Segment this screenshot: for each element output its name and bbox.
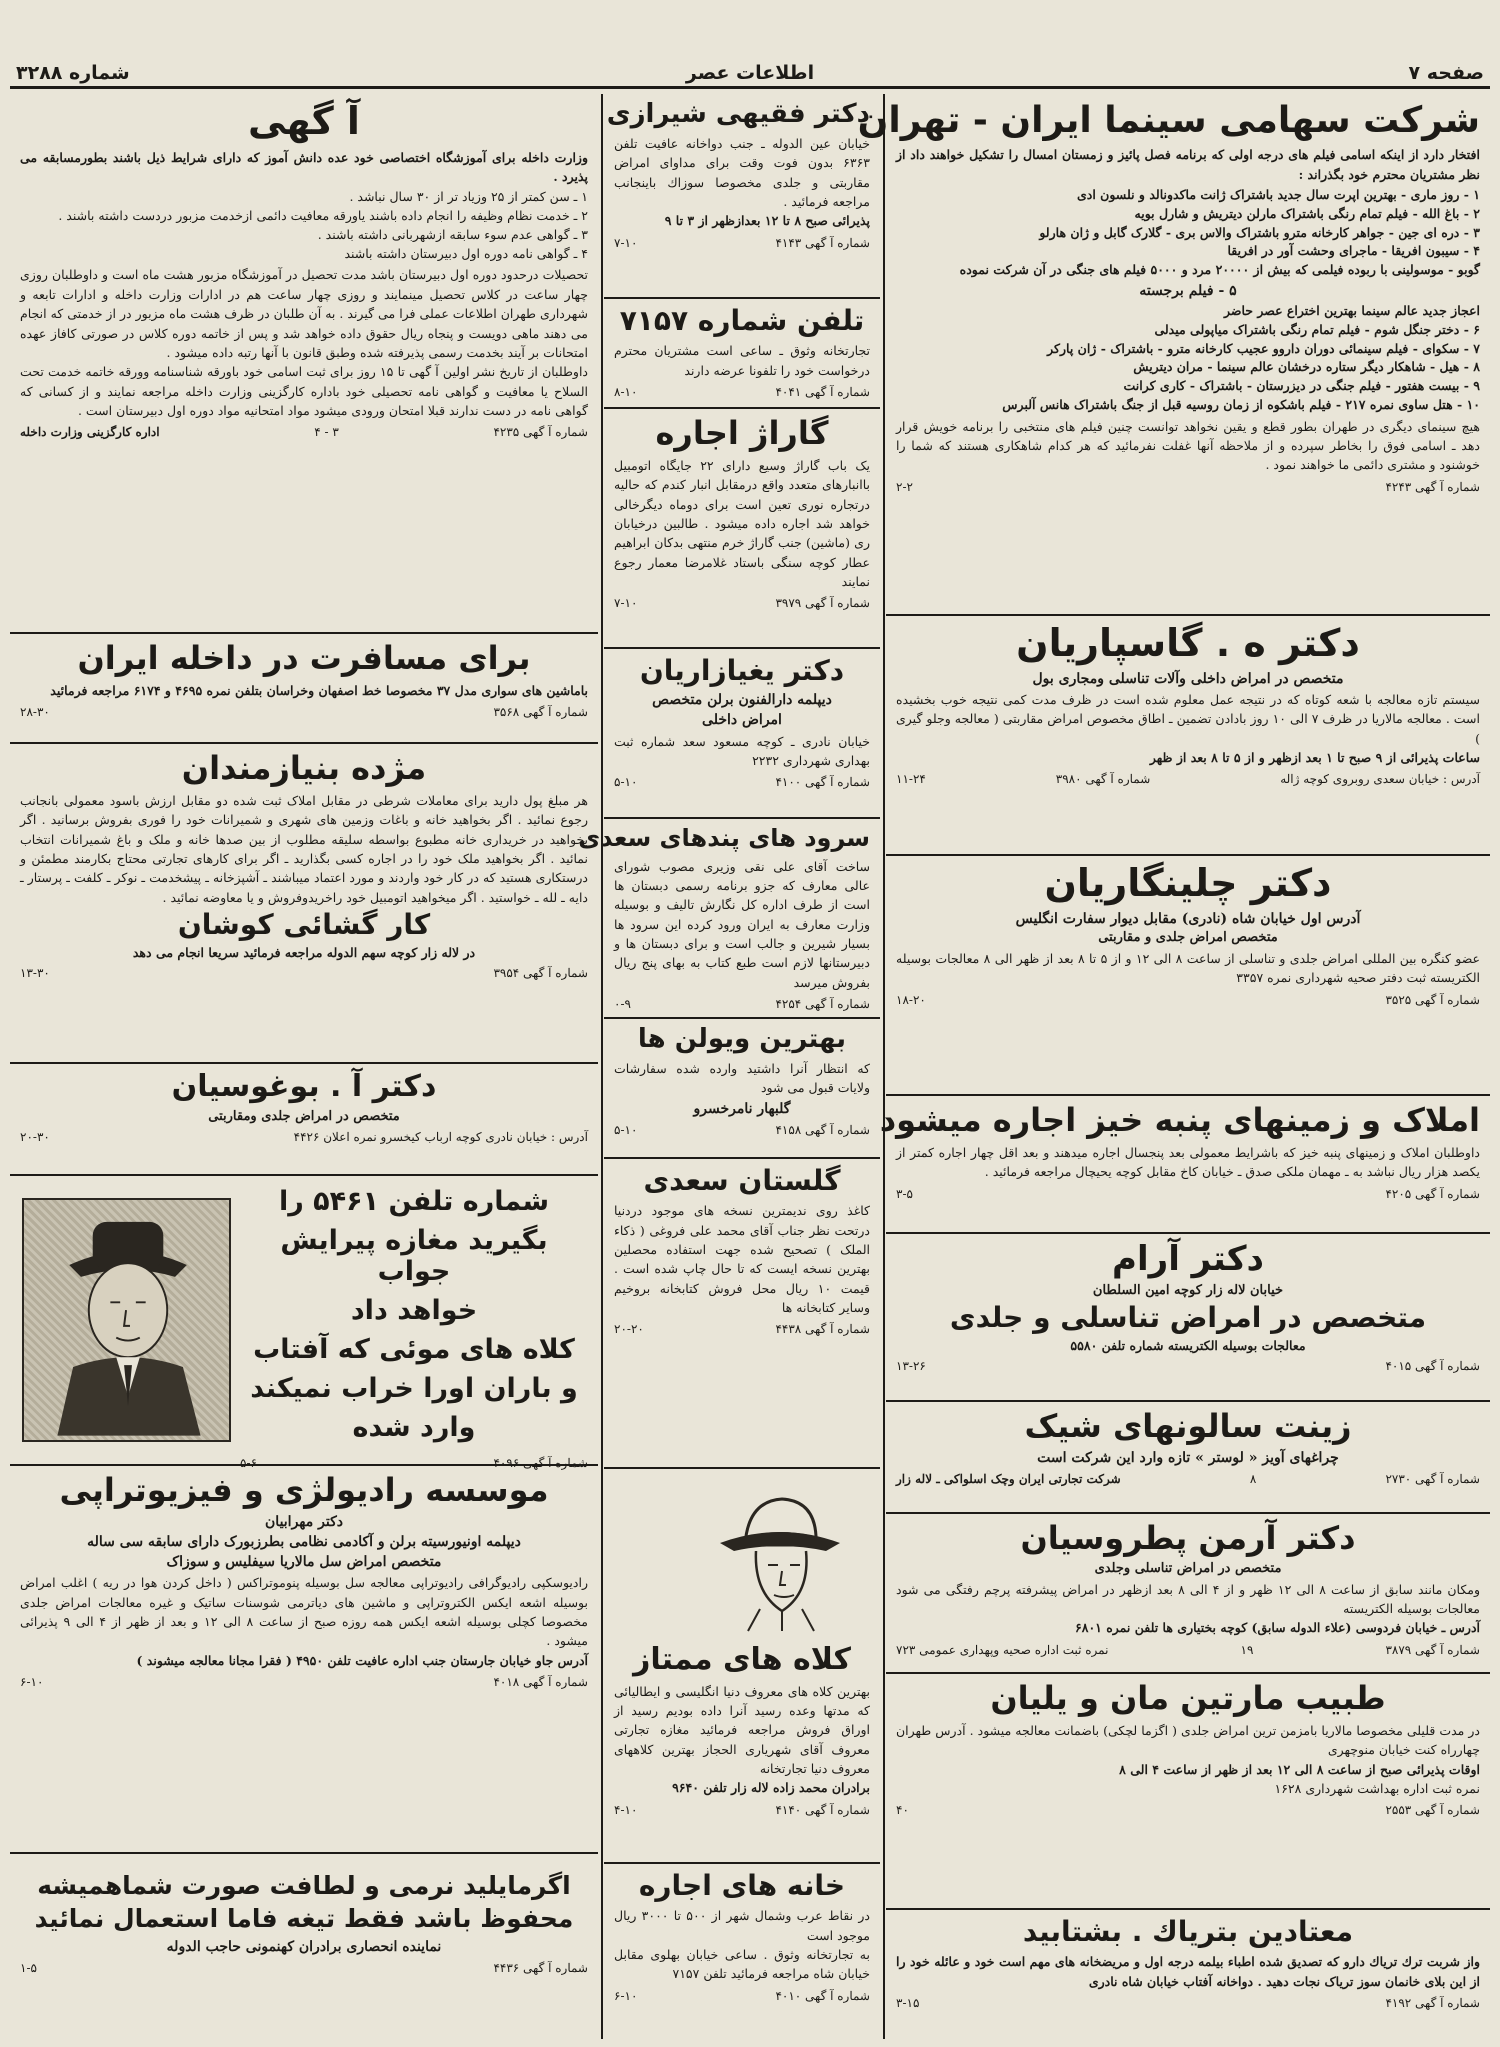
garage-ad: [604, 409, 880, 649]
salon-company: شرکت تجارتی ایران وچک اسلواکی ـ لاله زار: [896, 1471, 1121, 1486]
houses-text2: به تجارتخانه وثوق . ساعی خیابان بهلوی مقابل خیابان شاه مراجعه فرمائید تلفن ۷۱۵۷: [614, 1946, 870, 1982]
ad-footer: [896, 1358, 1480, 1375]
ad-code: ۱۳-۲۶: [896, 1359, 926, 1374]
issue-number: شماره ۳۲۸۸: [16, 62, 130, 84]
petrosian-ad: [886, 1514, 1490, 1674]
chelingarian-specialty: متخصص امراض جلدی و مقاربتی: [1098, 929, 1278, 945]
ad-number: شماره آ گهی ۴۱۴۳: [775, 235, 870, 250]
list-item: ۷ - سکوای - فیلم سینمائی دوران داروو عجیب کارخانه مترو - باشتراک - ژان پارکر: [1047, 340, 1480, 356]
radiology-doctor: دکتر مهرابیان: [265, 1513, 343, 1530]
ad-number: شماره آ گهی ۴۰۱۵: [1385, 1359, 1480, 1374]
ad-number: شماره آ گهی ۴۱۰۰: [775, 775, 870, 790]
ad-footer: [896, 992, 1480, 1009]
ad-number: شماره آ گهی ۴۱۵۸: [775, 1122, 870, 1137]
ad-footer: [614, 1988, 870, 2005]
hats-address: برادران محمد زاده لاله زار تلفن ۹۶۴۰: [672, 1780, 870, 1796]
radiology-address: آدرس جاو خیابان جارستان جنب اداره عافیت تلفن ۴۹۵۰ ( فقرا مجانا معالجه میشوند ): [136, 1652, 588, 1668]
ad-number: شماره آ گهی ۳۹۷۹: [775, 596, 870, 611]
ad-number: شماره آ گهی ۲۷۳۰: [1385, 1471, 1480, 1486]
violins-title: بهترین ویولن ها: [637, 1024, 847, 1054]
faghihi-ad: [604, 94, 880, 299]
aram-ad: [886, 1234, 1490, 1402]
salon-title: زینت سالونهای شیک: [1024, 1407, 1352, 1445]
ad-number: شماره آ گهی ۳۹۸۰: [1055, 772, 1151, 787]
ad-code: ۷-۱۰: [614, 235, 638, 250]
yeghiazarian-sub1: دیپلمه دارالفنون برلن متخصص: [652, 692, 832, 709]
martin-registration: نمره ثبت اداره بهداشت شهرداری ۱۶۲۸: [1274, 1780, 1480, 1796]
songs-title: سرود های پندهای سعدی: [578, 824, 870, 852]
left-column: [10, 94, 598, 2039]
ad-footer: [20, 1674, 588, 1691]
good-news-address: در لاله زار کوچه سهم الدوله مراجعه فرمائید سریعا انجام می دهد: [132, 945, 476, 961]
good-news-ad: [10, 744, 598, 1064]
barber-ad: [10, 1176, 598, 1470]
barber-line4: کلاه های موئی که آفتاب: [253, 1334, 575, 1365]
notice-text1: وزارت داخله برای آموزشگاه اختصاصی خود عده دانش آموز که دارای شرایط ذیل باشند بطورمسابقه می پذیرد .: [20, 149, 588, 185]
travel-ad: [10, 634, 598, 744]
gasparian-address: آدرس : خیابان سعدی روبروی کوچه ژاله: [1280, 772, 1480, 787]
barber-line2: بگیرید مغازه پیرایش جواب: [280, 1225, 548, 1287]
hats-text: بهترین کلاه های معروف دنیا انگلیسی و ایطالیائی که مدتها وعده رسید آنرا داده بودیم رسید از اوراق فروش مراجعه فرمائید مغازه تجارتی معروف آقای شهریاری الحجاز بهترین کلاههای معروف دنیا تجارتخانه: [614, 1683, 870, 1776]
ad-footer: [896, 1802, 1480, 1819]
salon-text: چراغهای آویز « لوستر » تازه وارد این شرکت است: [1037, 1449, 1339, 1466]
razor-ad: [10, 1854, 598, 2039]
aram-specialty: متخصص در امراض تناسلی و جلدی: [949, 1300, 1427, 1334]
ad-footer: [896, 1642, 1480, 1659]
list-item: اعجاز جدید عالم سینما بهترین اختراع عصر حاضر: [1223, 303, 1480, 319]
phone-title: تلفن شماره ۷۱۵۷: [619, 304, 865, 337]
travel-title: برای مسافرت در داخله ایران: [77, 639, 531, 677]
radiology-sub2: متخصص امراض سل مالاریا سیفلیس و سوزاک: [166, 1554, 442, 1571]
man-in-hat-icon: [28, 1200, 229, 1436]
ad-code: ۳-۵: [896, 1186, 913, 1201]
ad-code: ۱۹: [1240, 1642, 1254, 1657]
list-item: ۳ ـ گواهی عدم سوء سابقه ازشهربانی داشته باشند .: [317, 226, 588, 242]
razor-agent: نماینده انحصاری برادران کهنمونی حاجب الدوله: [166, 1938, 442, 1955]
ad-footer: [614, 1321, 870, 1338]
ad-code: ۵-۱۰: [614, 1122, 638, 1137]
aram-text: معالجات بوسیله الکتریسته شماره تلفن ۵۵۸۰: [1070, 1338, 1306, 1354]
ad-number: شماره آ گهی ۴۴۳۶: [493, 1960, 588, 1975]
cinema-intro: افتخار دارد از اینکه اسامی فیلم های درجه اولی که برنامه فصل پائیز و زمستان امسال را تشکیل خواهند داد از نظر مشتریان محترم خود بگذراند :: [896, 147, 1480, 182]
list-item: ۴ - سیبون افریقا - ماجرای وحشت آور در افریقا: [1227, 243, 1480, 259]
houses-title: خانه های اجاره: [638, 1869, 846, 1902]
notice-office: اداره کارگزینی وزارت داخله: [20, 425, 160, 440]
ad-code: ۶-۱۰: [614, 1988, 638, 2003]
ad-code: ۴-۱۰: [614, 1802, 638, 1817]
aram-title: دکتر آرام: [1112, 1239, 1264, 1279]
boghosian-ad: [10, 1064, 598, 1176]
phone-ad: [604, 299, 880, 409]
chelingarian-ad: [886, 856, 1490, 1096]
ad-footer: [614, 384, 870, 401]
masthead: [10, 58, 1490, 89]
yeghiazarian-text: خیابان نادری ـ کوچه مسعود سعد شماره ثبت بهداری شهرداری ۲۲۳۲: [614, 733, 870, 768]
martin-text: در مدت قلیلی مخصوصا مالاریا بامزمن ترین امراض جلدی ( اگزما لچکی) باضمانت معالجه میشود . آدرس طهران چهارراه کنت خیابان منوچهری: [896, 1722, 1480, 1758]
cotton-title: املاک و زمینهای پنبه خیز اجاره میشود: [879, 1101, 1480, 1139]
petrosian-address: آدرس ـ خیابان فردوسی (علاء الدوله سابق) کوچه بختیاری ها تلفن نمره ۶۸۰۱: [1075, 1620, 1480, 1636]
chelingarian-address: آدرس اول خیابان شاه (نادری) مقابل دیوار سفارت انگلیس: [1015, 910, 1361, 927]
ad-footer: [614, 235, 870, 252]
ad-number: شماره آ گهی ۴۱۹۲: [1385, 1995, 1480, 2010]
chelingarian-text: عضو کنگره بین المللی امراض جلدی و تناسلی از ساعت ۸ الی ۱۲ و از ۵ تا ۸ بعد از ظهر الی ۸ معالجات بوسیله الکتریسته ثبت دفتر صحیه شهرداری نمره ۳۳۵۷: [896, 950, 1480, 986]
radiology-ad: [10, 1466, 598, 1854]
martin-title: طبیب مارتین مان و یلیان: [990, 1679, 1386, 1717]
good-news-office: کار گشائی کوشان: [177, 908, 431, 942]
ad-number: شماره آ گهی ۳۵۲۵: [1385, 992, 1480, 1007]
notice-text3: داوطلبان از تاریخ نشر اولین آ گهی تا ۱۵ روز برای ثبت اسامی خود باورقه شناسنامه وورقه خاتمه خدمت تحت السلاح یا معافیت و گواهی نامه تحصیلی خود باداره کارگزینی وزارت داخله مراجعه نمایند و از کسانی که گواهی نامه در دست ندارند قبلا امتحان ورودی میشود مواد امتحانیه مواد دوره اول دبیرستان است .: [20, 364, 588, 419]
ad-code: ۸: [1249, 1471, 1257, 1486]
barber-line3: خواهد داد: [350, 1295, 478, 1326]
ad-footer: [896, 479, 1480, 496]
barber-line5: و باران اورا خراب نمیکند: [250, 1373, 578, 1404]
ad-code: ۵-۶: [240, 1456, 257, 1470]
gasparian-hours: ساعات پذیرائی از ۹ صبح تا ۱ بعد ازظهر و از ۵ تا ۸ بعد از ظهر: [1149, 750, 1480, 765]
ad-footer: [614, 774, 870, 791]
ad-footer: [20, 1129, 588, 1146]
faghihi-text: خیابان عین الدوله ـ جنب دواخانه عافیت تلفن ۶۳۶۳ بدون فوت وقت برای مداوای امراض مقاربتی و جلدی مخصوصا سوزاك باینجانب مراجعه فرمائید .: [614, 135, 870, 210]
ad-footer: [896, 771, 1480, 788]
cinema-subheading: ۵ - فیلم برجسته: [1139, 282, 1237, 299]
violins-shop: گلبهار نامرخسرو: [693, 1100, 791, 1117]
ad-number: شماره آ گهی ۴۱۴۰: [775, 1802, 870, 1817]
phone-text: تجارتخانه وثوق ـ ساعی است مشتریان محترم درخواست خود را تلفونا عرضه دارند: [614, 343, 870, 378]
list-item: ۲ - باغ الله - فیلم تمام رنگی باشتراک مارلن دیتریش و شارل بویه: [1134, 205, 1480, 221]
list-item: گوبو - موسولینی با ربوده فیلمی که بیش از ۲۰۰۰۰ مرد و ۵۰۰۰ فیلم های جنگی در آن شرکت نموده: [959, 262, 1480, 278]
ad-code: ۳ - ۴: [314, 425, 339, 440]
houses-ad: [604, 1864, 880, 2039]
golestan-text: کاغذ روی ندیمترین نسخه های موجود دردنیا درتحت نظر جناب آقای محمد علی فروغی ( ذکاء الملک ) تصحیح شده جهت استفاده محصلین بهترین نسخه ایست که تا حال چاپ شده است . قیمت ۱۰ ریال محل فروش کتابخانه بروخیم وسایر کتابخانه ها: [614, 1203, 870, 1316]
ad-footer: [896, 1186, 1480, 1203]
ad-code: ۷-۱۰: [614, 596, 638, 611]
man-portrait-image: [22, 1198, 231, 1442]
cotton-text: داوطلبان املاک و زمینهای پنبه خیز که باشرایط معمولی بعد پنجسال اجاره میدهند و بعد اقل چهار اجاره کمتر از یکصد هزار ریال نباشد به ـ مهمان ملکی صدق ـ خیابان کاخ مقابل کوچه یحیچال مراجعه فرمائید .: [896, 1144, 1480, 1180]
good-news-text: هر مبلغ پول دارید برای معاملات شرطی در مقابل املاک ثبت شده دو مقابل ارزش باسود معمولی بانجانب رجوع نمائید . اگر بخواهید خانه و باغات وزمین های شهری و شمیرانات خود را فوری بفروش برسانید . اگر بخواهید در خریداری خانه مطبوع بواسطه سلیقه مطلوب از بین صدها خانه و ملک و باغ شمیرانات انتخاب نمائید . اگر بخواهید ملک خود را در اجاره کسی بگذارید ـ اگر برای کارهای تجارتی محتاج بکارمند مطمئن و درستکاری هستید که در کار خود واردند و مورد اعتماد میباشند ـ آشپزخانه ـ پیشخدمت ـ نوکر ـ کلفت ـ پرستار ـ دایه ـ لله ـ خواستید . اگر میخواهید اتومبیل خود راخریدوفروش و یا معاوضه نمائید .: [20, 792, 588, 905]
cinema-film-list: [896, 186, 1480, 280]
hats-title: کلاه های ممتاز: [633, 1642, 851, 1677]
interior-ministry-notice: [10, 94, 598, 634]
barber-line6: وارد شده: [352, 1412, 476, 1443]
garage-title: گاراژ اجاره: [655, 414, 829, 452]
ad-number: شماره آ گهی ۴۴۳۸: [775, 1322, 870, 1337]
ad-number: شماره آ گهی ۴۰۱۸: [493, 1675, 588, 1690]
ad-code: ۴۰: [896, 1803, 909, 1818]
ad-footer: [20, 965, 588, 982]
ad-code: ۱۳-۳۰: [20, 966, 50, 981]
ad-code: ۵-۱۰: [614, 775, 638, 790]
list-item: ۱۰ - هتل ساوی نمره ۲۱۷ - فیلم باشکوه از زمان روسیه قبل از جنگ باشتراک هانس آلبرس: [1002, 396, 1480, 412]
yeghiazarian-title: دکتر یغیازاریان: [639, 654, 845, 687]
faghihi-hours: پذیرائی صبح ۸ تا ۱۲ بعدازظهر از ۳ تا ۹: [664, 213, 870, 229]
ad-number: شماره آ گهی ۴۲۴۳: [1385, 479, 1480, 494]
petrosian-registration: نمره ثبت اداره صحیه وپهداری عمومی ۷۲۳: [896, 1642, 1109, 1657]
ad-number: شماره آ گهی ۴۲۵۴: [775, 997, 870, 1012]
ad-number: شماره آ گهی ۲۵۵۳: [1385, 1803, 1480, 1818]
travel-text: باماشین های سواری مدل ۳۷ مخصوصا خط اصفهان وخراسان بتلفن نمره ۴۶۹۵ و ۶۱۷۴ مراجعه فرمائید: [50, 682, 588, 698]
page-number: صفحه ۷: [1408, 62, 1484, 84]
violins-ad: [604, 1019, 880, 1159]
ad-footer: [614, 595, 870, 612]
salon-ad: [886, 1402, 1490, 1514]
ad-footer: [20, 704, 588, 721]
songs-text: ساخت آقای علی نقی وزیری مصوب شورای عالی معارف که جزو برنامه رسمی دبستان ها است از طرف اداره کل نگارش تالیف و بوسیله وزارت معارف به ایران ورود کرده این سرود ها بسیار شیرین و جالب است و برای دبستان ها و دبیرستانها لازم است طبع کتاب به بهای پنج ریال بفروش میرسد: [614, 858, 870, 990]
opium-ad: [886, 1910, 1490, 2039]
list-item: ۴ ـ گواهی نامه دوره اول دبیرستان داشته باشند: [344, 245, 588, 261]
martin-hours: اوقات پذیرائی صبح از ساعت ۸ الی ۱۲ بعد از ظهر از ساعت ۴ الی ۸: [1119, 1761, 1480, 1777]
houses-text: در نقاط عرب وشمال شهر از ۵۰۰ تا ۳۰۰۰ ریال موجود است: [614, 1908, 870, 1943]
ad-footer: [20, 424, 588, 441]
list-item: ۱ - روز ماری - بهترین اپرت سال جدید باشتراک ژانت ماکدونالد و نلسون ادی: [1077, 187, 1480, 203]
gasparian-ad: [886, 616, 1490, 856]
ad-code: ۲۰-۳۰: [20, 1130, 50, 1145]
songs-ad: [578, 819, 880, 1019]
martin-ad: [886, 1674, 1490, 1910]
ad-number: شماره آ گهی ۴۰۱۰: [775, 1988, 870, 2003]
gasparian-specialty: متخصص در امراض داخلی وآلات تناسلی ومجاری بول: [1032, 670, 1344, 687]
notice-conditions: [20, 188, 588, 263]
petrosian-title: دکتر آرمن پطروسیان: [1020, 1519, 1356, 1557]
chelingarian-title: دکتر چلینگاریان: [1044, 861, 1332, 905]
ad-code: ۳-۱۵: [896, 1995, 920, 2010]
opium-text: واز شربت ترك تریاك دارو که تصدیق شده اطباء بیلمه درجه اول و مریضخانه های مهم است خود و عائله خود را از این بلای خانمان سوز تریاک نجات دهید . دواخانه آفتاب خیابان شاه نادری: [896, 1954, 1480, 1989]
cinema-outro: هیچ سینمای دیگری در طهران بطور قطع و یقین نخواهد توانست چنین فیلم های منتخبی را برنامه خویش قرار دهد ـ اسامی فوق را بخاطر سپرده و از ملاحظه آنها غفلت نفرمائید که هر کدام شاهکاری هستند که شما را خوشنود و مشتری دائمی ما خواهند نمود .: [896, 418, 1480, 473]
column-divider: [601, 94, 603, 2039]
ad-number: شماره آ گهی ۴۰۹۶: [493, 1456, 588, 1470]
razor-line1: اگرمایلید نرمی و لطافت صورت شماهمیشه: [37, 1871, 571, 1900]
ad-number: شماره آ گهی ۳۵۶۸: [493, 705, 588, 720]
middle-column: [578, 94, 880, 2039]
ad-footer: [614, 1122, 870, 1139]
ad-code: ۲-۲: [896, 479, 913, 494]
ad-footer: [896, 1471, 1480, 1488]
notice-text2: تحصیلات درحدود دوره اول دبیرستان باشد مدت تحصیل در آموزشگاه مزبور هشت ماه است و داوطلبان روزی چهار ساعت در کلاس تحصیل مینمایند و روزی چهار ساعت هم در ادارات وزارت داخله و ادارات تابعه و شهرداری طهران اطلاعات عملی فرا می گیرند . به آن طلبان در ظرف هشت ماه مزبور در از خدمتی که انجام می دهند ماهی دویست و پنجاه ریال حقوق داده خواهد شد و پس از خاتمه دوره کلاس در صورتی کافاز عهده امتحانات بر آیند بخدمت رسمی پذیرفته شده وطبق قانون با آنها رتبه داده میشود .: [20, 267, 588, 360]
good-news-title: مژده بنیازمندان: [181, 749, 427, 787]
boghosian-specialty: متخصص در امراض جلدی ومقاربتی: [208, 1108, 400, 1124]
ad-footer: [20, 1960, 588, 1977]
cinema-ad: [857, 94, 1490, 616]
petrosian-text: ومکان مانند سابق از ساعت ۸ الی ۱۲ ظهر و از ۴ الی ۸ بعد ازظهر در امراض پیشرفته پرچم رفتگی می شود معالجات بوسیله الکتریسته: [896, 1581, 1481, 1617]
gasparian-text: سیستم تازه معالجه با شعه کوتاه که در نتیجه عمل معلوم شده است در ظرف مدت کمی نتیجه خوب بخشیده است . معالجه مالاریا در ظرف ۷ الی ۱۰ روز بادادن تضمین ـ اطاق مخصوص امراض مقاربتی ( معالجه وجلو گیری ): [896, 691, 1480, 746]
razor-line2: محفوظ باشد فقط تیغه فاما استعمال نمائید: [34, 1903, 574, 1933]
cotton-land-ad: [879, 1096, 1490, 1234]
barber-line1: شماره تلفن ۵۴۶۱ را: [278, 1186, 550, 1217]
ad-code: ۰-۹: [614, 997, 631, 1012]
radiology-text: رادیوسکپی رادیوگرافی رادیوتراپی معالجه سل بوسیله پنوموتراکس ( داخل کردن هوا در ریه ) اغلب امراض بوسیله اشعه ایکس الکتروتراپی و ماشین های دیاترمی شوسنات ساتیک و غیره معالجات امراض جلدی مخصوصا کچلی بوسیله اشعه ایکس همه روزه صبح از ساعت ۸ الی ۱۲ و بعد از ظهر از ۴ الی ۹ پذیرائی میشود .: [20, 1575, 588, 1649]
hat-man-sketch-icon: [690, 1481, 870, 1631]
radiology-title: موسسه رادیولژی و فیزیوتراپی: [59, 1471, 549, 1509]
ad-footer: [614, 996, 870, 1013]
ad-code: ۸-۱۰: [614, 384, 638, 399]
ad-code: ۱-۵: [20, 1960, 37, 1975]
ad-number: شماره آ گهی ۳۹۵۴: [493, 966, 588, 981]
list-item: ۳ - دره ای جین - جواهر کارخانه مترو باشتراک والاس بری - گلارک گابل و ژان هارلو: [1039, 224, 1480, 240]
ad-number: شماره آ گهی ۴۰۴۱: [775, 384, 870, 399]
list-item: ۱ ـ سن کمتر از ۲۵ وزیاد تر از ۳۰ سال نباشد .: [349, 189, 588, 205]
ad-number: شماره آ گهی ۴۲۳۵: [493, 425, 588, 440]
boghosian-title: دکتر آ . بوغوسیان: [171, 1069, 437, 1104]
yeghiazarian-sub2: امراض داخلی: [702, 712, 782, 729]
golestan-ad: [604, 1159, 880, 1469]
gasparian-title: دکتر ه . گاسپاریان: [1016, 621, 1360, 665]
ad-number: شماره آ گهی ۴۲۰۵: [1385, 1186, 1480, 1201]
ad-footer: [614, 1802, 870, 1819]
list-item: ۲ ـ خدمت نظام وظیفه را انجام داده باشند یاورقه معافیت دائمی ازخدمت مزبور دردست داشته باشند .: [58, 208, 588, 224]
petrosian-specialty: متخصص در امراض تناسلی وجلدی: [1094, 1560, 1282, 1576]
opium-title: معتادین بتریاك . بشتابید: [1022, 1915, 1354, 1948]
golestan-title: گلستان سعدی: [643, 1164, 841, 1197]
boghosian-address: آدرس : خیابان نادری کوچه ارباب کیخسرو نمره اعلان ۴۴۲۶: [293, 1130, 588, 1145]
cinema-title: شرکت سهامی سینما ایران - تهران: [857, 100, 1480, 141]
newspaper-name: اطلاعات عصر: [685, 62, 815, 84]
violins-text: که انتظار آنرا داشتید وارده شده سفارشات ولایات قبول می شود: [614, 1060, 870, 1096]
list-item: ۸ - هیل - شاهکار دیگر ستاره درخشان عالم سینما - مران دیتریش: [1133, 359, 1480, 375]
right-column: [857, 94, 1490, 2039]
cinema-film-list-2: [896, 302, 1480, 415]
ad-footer: [896, 1995, 1480, 2012]
garage-text: یک باب گاراژ وسیع دارای ۲۲ جایگاه اتومبیل باانبارهای متعدد واقع درمقابل انبار کندم که حالیه درتجاره نوری تعین است برای دوماه دیگرخالی خواهد شد اجاره داده میشود . طالبین درخیابان ری (ماشین) جنب گاراژ خرم منتهی بدکان ابراهیم عطار کوچه سنگی باستاد غلامرضا معمار رجوع نمایند: [614, 457, 870, 590]
list-item: ۹ - بیست هفتور - فیلم جنگی در دیزرستان - باشتراک - کاری کرانت: [1123, 378, 1480, 394]
notice-title: آ گهی: [248, 99, 360, 143]
ad-code: ۶-۱۰: [20, 1675, 44, 1690]
yeghiazarian-ad: [604, 649, 880, 819]
ad-code: ۱۸-۲۰: [896, 992, 926, 1007]
ad-code: ۱۱-۲۴: [896, 772, 926, 787]
ad-number: شماره آ گهی ۳۸۷۹: [1385, 1642, 1480, 1657]
list-item: ۶ - دختر جنگل شوم - فیلم تمام رنگی باشتراک میاپولی میدلی: [1154, 321, 1480, 337]
aram-address: خیابان لاله زار کوچه امین السلطان: [1092, 1283, 1284, 1299]
hats-ad: [604, 1469, 880, 1864]
faghihi-title: دکتر فقیهی شیرازی: [606, 99, 870, 129]
ad-code: ۲۰-۲۰: [614, 1322, 644, 1337]
radiology-sub1: دیپلمه اونیورسیته برلن و آکادمی نظامی بطرزبورک دارای سابقه سی ساله: [87, 1533, 521, 1550]
column-divider: [883, 94, 885, 2039]
ad-code: ۲۸-۳۰: [20, 705, 50, 720]
